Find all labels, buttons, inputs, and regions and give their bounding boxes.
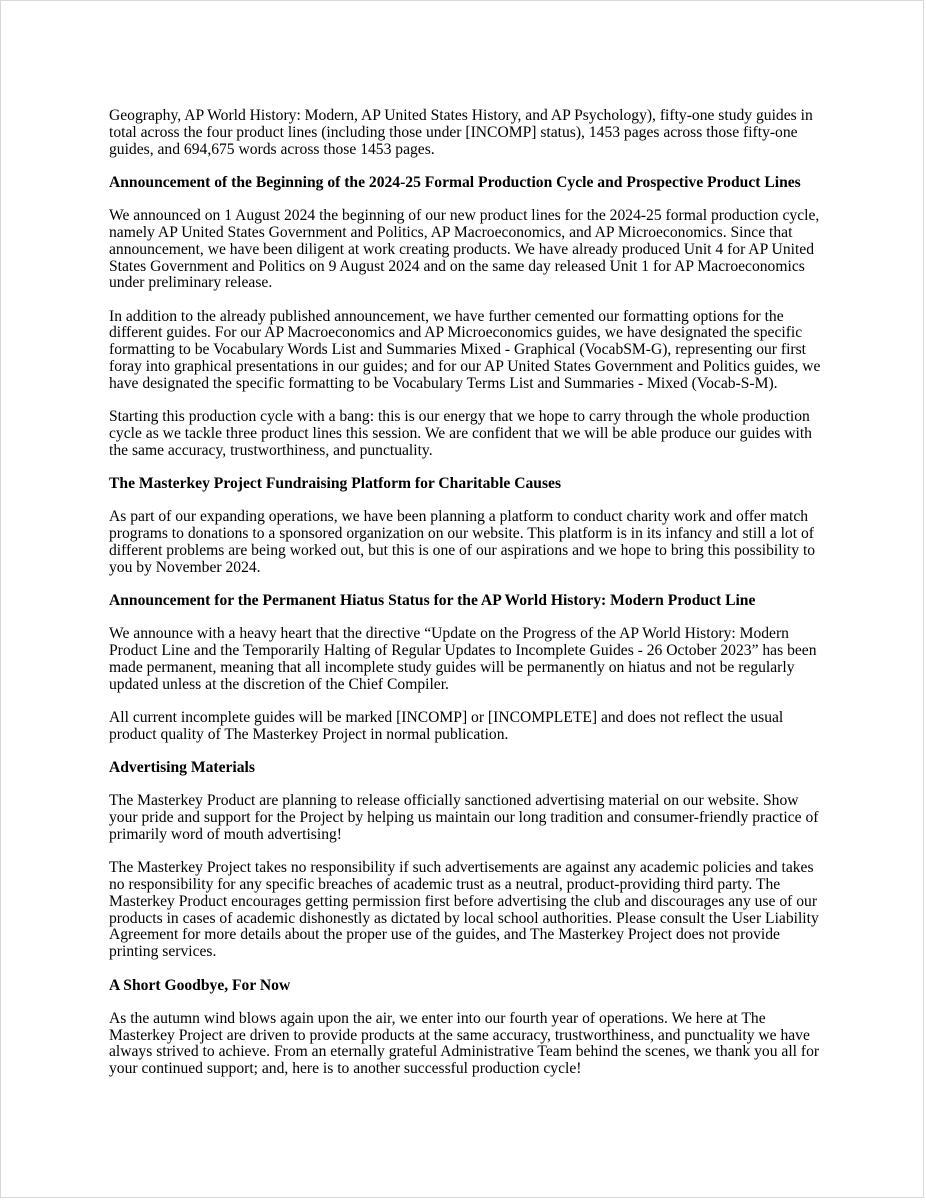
section-heading-advertising: Advertising Materials bbox=[109, 759, 255, 777]
document-body bbox=[109, 108, 825, 1095]
section-heading-fundraising-platform: The Masterkey Project Fundraising Platform for Charitable Causes bbox=[109, 475, 562, 493]
paragraph: The Masterkey Product are planning to release officially sanctioned advertising material on our website. Show your pride and support for the Project by helping us maintain our long tradition and consumer-friendly practice of primarily word of mouth advertising! bbox=[109, 792, 819, 843]
intro-paragraph: Geography, AP World History: Modern, AP United States History, and AP Psychology), fifty-one study guides in total across the four product lines (including those under [INCOMP] status), 1453 pages across those fifty-one guides, and 694,675 words across those 1453 pages. bbox=[109, 107, 813, 158]
paragraph: All current incomplete guides will be marked [INCOMP] or [INCOMPLETE] and does not reflect the usual product quality of The Masterkey Project in normal publication. bbox=[109, 709, 784, 743]
section-heading-permanent-hiatus: Announcement for the Permanent Hiatus Status for the AP World History: Modern Product Line bbox=[109, 592, 756, 610]
paragraph: We announce with a heavy heart that the directive “Update on the Progress of the AP World History: Modern Product Line and the Temporarily Halting of Regular Updates to Incomplete Guides - 26 October 2023” has been made permanent, meaning that all incomplete study guides will be permanently on hiatus and not be regularly updated unless at the discretion of the Chief Compiler. bbox=[109, 625, 817, 693]
section-heading-production-cycle: Announcement of the Beginning of the 2024-25 Formal Production Cycle and Prospective Product Lines bbox=[109, 173, 801, 191]
paragraph: As part of our expanding operations, we have been planning a platform to conduct charity work and offer match programs to donations to a sponsored organization on our website. This platform is in its infancy and still a lot of different problems are being worked out, but this is one of our aspirations and we hope to bring this possibility to you by November 2024. bbox=[109, 508, 816, 576]
paragraph: The Masterkey Project takes no responsibility if such advertisements are against any academic policies and takes no responsibility for any specific breaches of academic trust as a neutral, product-providing third party. The Masterkey Product encourages getting permission first before advertising the club and discourages any use of our products in cases of academic dishonestly as dictated by local school authorities. Please consult the User Liability Agreement for more details about the proper use of the guides, and The Masterkey Project does not provide printing services. bbox=[109, 859, 819, 961]
paragraph: Starting this production cycle with a bang: this is our energy that we hope to carry through the whole production cycle as we tackle three product lines this session. We are confident that we will be able produce our guides with the same accuracy, trustworthiness, and punctuality. bbox=[109, 408, 812, 459]
section-heading-goodbye: A Short Goodbye, For Now bbox=[109, 976, 291, 994]
paragraph: As the autumn wind blows again upon the air, we enter into our fourth year of operations. We here at The Masterkey Project are driven to provide products at the same accuracy, trustworthiness, and punctuality we have always strived to achieve. From an eternally grateful Administrative Team behind the scenes, we thank you all for your continued support; and, here is to another successful production cycle! bbox=[109, 1009, 820, 1078]
paragraph: We announced on 1 August 2024 the beginning of our new product lines for the 2024-25 formal production cycle, namely AP United States Government and Politics, AP Macroeconomics, and AP Microeconomics. Since that announcement, we have been diligent at work creating products. We have already produced Unit 4 for AP United States Government and Politics on 9 August 2024 and on the same day released Unit 1 for AP Macroeconomics under preliminary release. bbox=[109, 207, 820, 292]
paragraph: In addition to the already published announcement, we have further cemented our formatting options for the different guides. For our AP Macroeconomics and AP Microeconomics guides, we have designated the specific formatting to be Vocabulary Words List and Summaries Mixed - Graphical (VocabSM-G), representing our first foray into graphical presentations in our guides; and for our AP United States Government and Politics guides, we have designated the specific formatting to be Vocabulary Terms List and Summaries - Mixed (Vocab-S-M). bbox=[109, 307, 821, 392]
